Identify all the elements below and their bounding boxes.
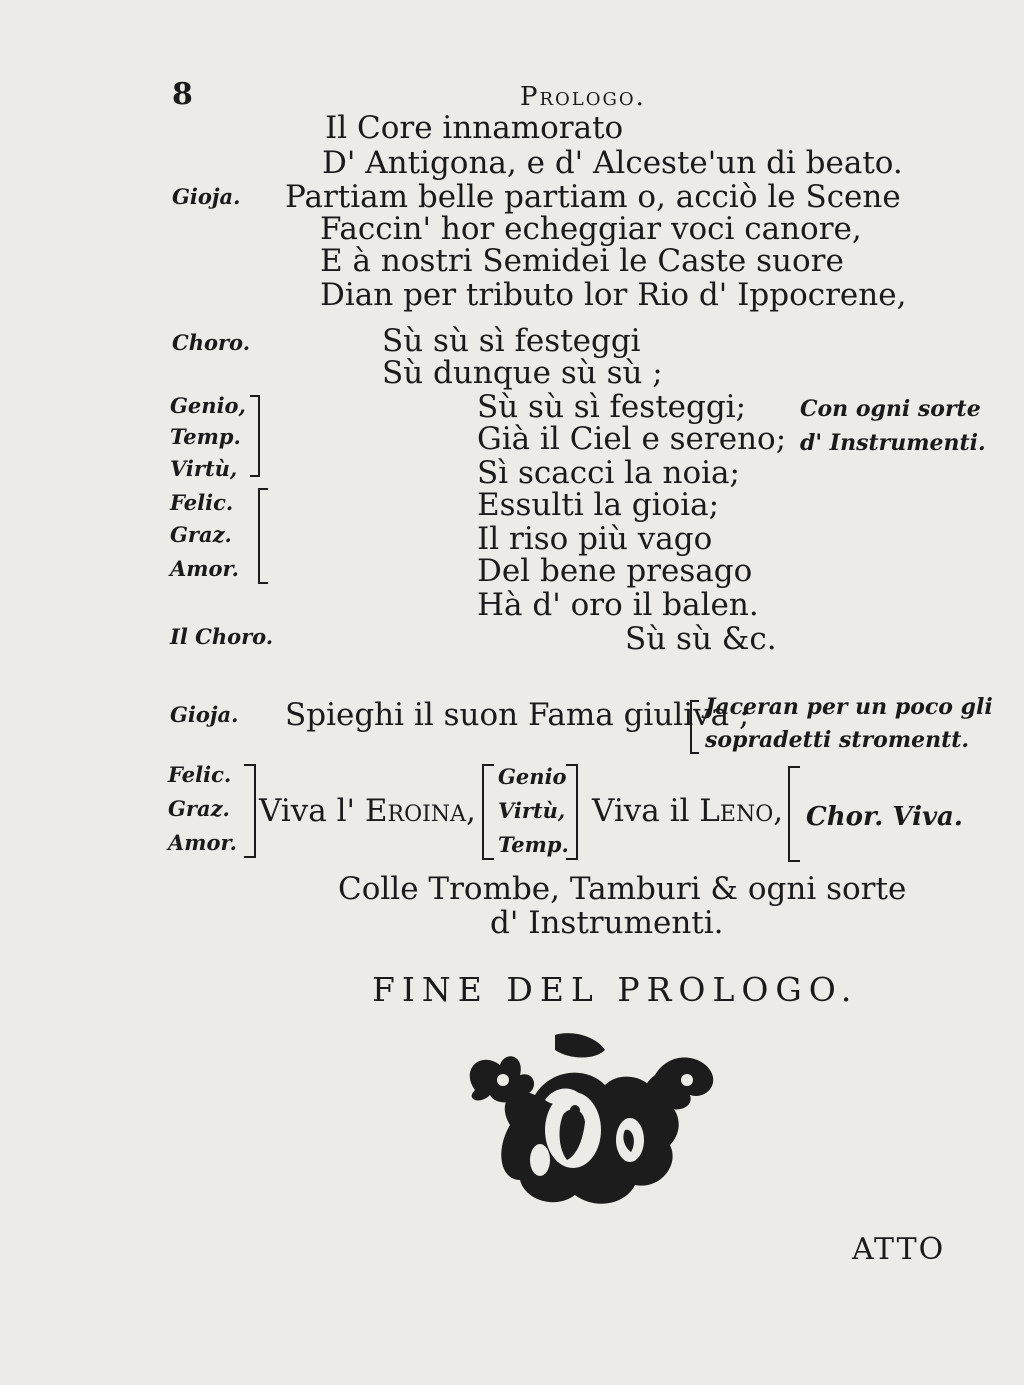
- verse-line: Già il Ciel e sereno;: [477, 421, 787, 457]
- speaker-label: Genio: [498, 764, 567, 789]
- speaker-label: Temp.: [498, 832, 569, 857]
- speaker-label: Felic.: [168, 762, 232, 787]
- running-title: Prologo.: [520, 82, 646, 112]
- catchword: ATTO: [852, 1232, 946, 1267]
- stage-direction: d' Instrumenti.: [490, 905, 724, 941]
- acclamation-line: Viva il Leno,: [592, 793, 784, 829]
- speaker-label: Gioja.: [170, 702, 239, 727]
- margin-note: Con ogni sorte: [800, 396, 981, 422]
- margin-note: sopradetti stromentt.: [705, 727, 970, 753]
- speaker-label: Amor.: [170, 556, 239, 581]
- page-number: 8: [172, 77, 193, 112]
- woodcut-ornament-icon: [455, 1030, 725, 1220]
- speaker-label: Choro.: [172, 330, 251, 355]
- chorus-bracket: [788, 766, 800, 862]
- verse-line: Del bene presago: [477, 553, 753, 589]
- chorus-line: Chor. Viva.: [806, 802, 963, 832]
- verse-line: Spieghi il suon Fama giuliva ;: [285, 697, 750, 733]
- margin-note: d' Instrumenti.: [800, 430, 986, 456]
- verse-line: Hà d' oro il balen.: [477, 587, 759, 623]
- speaker-label: Amor.: [168, 830, 237, 855]
- note-bracket: [690, 700, 699, 754]
- margin-note: Jaceran per un poco gli: [705, 694, 993, 720]
- acclamation-line: Viva l' Eroina,: [259, 793, 476, 829]
- verse-line: Essulti la gioia;: [477, 487, 720, 523]
- speaker-bracket: [258, 488, 268, 584]
- speaker-label: Virtù,: [498, 798, 566, 823]
- verse-line: Il Core innamorato: [325, 110, 624, 146]
- speaker-label: Virtù,: [170, 456, 238, 481]
- group-bracket: [566, 764, 578, 860]
- verse-line: Sù dunque sù sù ;: [382, 355, 663, 391]
- verse-line: Il riso più vago: [477, 521, 713, 557]
- speaker-label: Graz.: [168, 796, 230, 821]
- verse-line: E à nostri Semidei le Caste suore: [320, 243, 844, 279]
- verse-line: Sù sù sì festeggi;: [477, 389, 747, 425]
- verse-line: Partiam belle partiam o, acciò le Scene: [285, 179, 901, 215]
- stage-direction: Colle Trombe, Tamburi & ogni sorte: [338, 871, 907, 907]
- section-end-heading: FINE DEL PROLOGO.: [372, 970, 859, 1009]
- group-bracket: [482, 764, 494, 860]
- speaker-label: Graz.: [170, 522, 232, 547]
- speaker-label: Il Choro.: [170, 624, 274, 649]
- speaker-bracket: [250, 395, 260, 477]
- verse-line: Sù sù &c.: [625, 621, 777, 657]
- speaker-label: Gioja.: [172, 184, 241, 209]
- speaker-label: Felic.: [170, 490, 234, 515]
- verse-line: Faccin' hor echeggiar voci canore,: [320, 211, 862, 247]
- verse-line: Sì scacci la noia;: [477, 455, 740, 491]
- speaker-label: Genio,: [170, 393, 246, 418]
- verse-line: D' Antigona, e d' Alceste'un di beato.: [322, 145, 903, 181]
- verse-line: Sù sù sì festeggi: [382, 323, 641, 359]
- speaker-label: Temp.: [170, 424, 241, 449]
- group-bracket: [244, 764, 256, 858]
- verse-line: Dian per tributo lor Rio d' Ippocrene,: [320, 277, 907, 313]
